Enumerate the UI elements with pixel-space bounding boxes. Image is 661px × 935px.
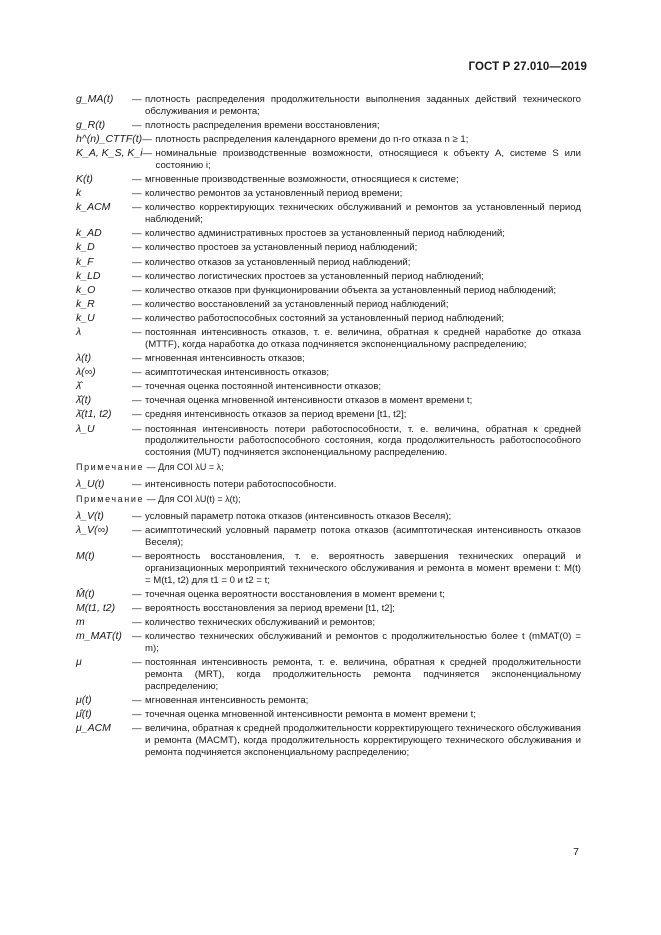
definition-text: асимптотический условный параметр потока отказов (асимптотическая интенсивность отказов Веселя); [145,525,581,548]
definition-row [76,525,581,549]
note-2 [76,494,581,506]
definition-dash: — [132,381,142,393]
definition-row [76,285,581,297]
definition-row [76,511,581,523]
definition-row [76,479,581,491]
definition-symbol: λ_V(∞) [76,524,109,537]
definition-row [76,228,581,240]
definition-text: средняя интенсивность отказов за период времени [t1, t2]; [145,409,407,421]
definition-symbol: M̂(t) [76,587,95,600]
definition-text: количество отказов за установленный период наблюдений; [145,256,411,268]
definition-row [76,424,581,460]
definition-symbol: K(t) [76,173,93,186]
definition-dash: — [132,174,142,186]
definition-dash: — [132,94,142,105]
definition-dash: — [132,312,142,324]
definition-text: количество технических обслуживаний и ремонтов с продолжительностью более t (mMAT(0) = m); [145,631,581,655]
definition-text: мгновенная интенсивность ремонта; [145,695,309,707]
definition-dash: — [132,423,142,435]
definition-dash: — [132,120,142,131]
definition-text: точечная оценка мгновенной интенсивности ремонта в момент времени t; [145,709,476,721]
definition-symbol: k [76,187,82,200]
definition-row [76,327,581,351]
standard-header: ГОСТ Р 27.010—2019 [468,61,587,73]
definition-row [76,551,581,587]
definitions-group-2 [76,479,581,491]
definition-row [76,148,581,172]
definition-text: номинальные производственные возможности, относящиеся к объекту A, системе S или состоянию i; [155,148,581,172]
definition-symbol: k_AD [76,227,102,240]
definition-symbol: μ(t) [76,694,92,707]
definition-row [76,299,581,311]
note-text: — Для COI λU(t) = λ(t); [146,494,241,505]
definition-row [76,174,581,186]
definition-dash: — [132,723,142,735]
definition-symbol: k_LD [76,269,101,282]
definition-symbol: λ(∞) [76,366,96,379]
definition-dash: — [132,551,142,563]
definition-row [76,709,581,721]
definition-symbol: λ_U [76,422,95,435]
definition-dash: — [142,134,152,146]
definition-row [76,94,581,118]
definition-symbol: k_ACM [76,201,111,214]
definition-row [76,381,581,393]
definitions-list [76,94,581,761]
definition-symbol: μ [76,656,82,669]
definition-text: количество административных простоев за установленный период наблюдений; [145,228,505,240]
definition-dash: — [132,525,142,537]
definition-text: количество технических обслуживаний и ремонтов; [145,617,376,629]
definition-symbol: k_D [76,241,95,254]
definition-symbol: K_A, K_S, K_i [76,147,143,160]
definition-row [76,395,581,407]
definition-text: плотность распределения времени восстановления; [145,120,380,131]
definition-dash: — [142,148,153,160]
definition-text: асимптотическая интенсивность отказов; [145,367,330,379]
definition-dash: — [132,709,142,721]
definitions-group-3 [76,511,581,759]
definition-text: количество логистических простоев за установленный период наблюдений; [145,270,484,282]
definition-text: мгновенная интенсивность отказов; [145,353,305,365]
definition-row [76,188,581,200]
definition-dash: — [132,270,142,282]
definition-text: мгновенные производственные возможности, относящиеся к системе; [145,174,459,186]
definition-text: точечная оценка вероятности восстановления в момент времени t; [145,588,445,600]
definition-dash: — [132,395,142,407]
definition-dash: — [132,353,142,365]
definition-dash: — [132,298,142,310]
definition-symbol: g_MA(t) [76,93,114,105]
definition-text: вероятность восстановления, т. е. вероятность завершения технических операций и организационных мероприятий технического обслуживания и ремонта в момент времени t: M(t) = M(t1, t2) для t1 = 0 и t2 = t; [145,551,581,586]
definition-symbol: g_R(t) [76,119,106,131]
definition-symbol: k_O [76,283,96,296]
definition-row [76,657,581,693]
definition-symbol: h^(n)_CTTF(t) [76,133,143,146]
definition-symbol: μ̂(t) [76,708,92,721]
definition-symbol: k_R [76,297,95,310]
definition-dash: — [132,242,142,254]
definition-symbol: M(t) [76,550,95,563]
definition-symbol: m [76,616,85,629]
definition-dash: — [132,657,142,669]
definition-row [76,695,581,707]
definition-text: точечная оценка постоянной интенсивности отказов; [145,381,382,393]
definition-row [76,353,581,365]
definition-dash: — [132,409,142,421]
definition-text: постоянная интенсивность потери работоспособности, т. е. величина, обратная к средней продолжительности работоспособного состояния, когда продолжительность работоспособного состояния (MUT) подчиняется экспоненциальному распределению. [145,423,581,459]
definition-text: постоянная интенсивность отказов, т. е. величина, обратная к средней наработке до отказа (MTTF), когда наработка до отказа подчиняется экспоненциальному распределению; [145,327,581,350]
definition-text: плотность распределения продолжительности выполнения заданных действий технического обслуживания и ремонта; [145,94,581,117]
definition-text: плотность распределения календарного времени до n-го отказа n ≥ 1; [155,134,469,146]
note-text: — Для COI λU = λ; [146,462,224,473]
definition-dash: — [132,617,142,629]
definition-text: постоянная интенсивность ремонта, т. е. величина, обратная к средней продолжительности ремонта (MRT), когда продолжительность ремонта подчиняется экспоненциальному распределению; [145,657,581,693]
definition-dash: — [132,367,142,379]
definition-dash: — [132,695,142,707]
definition-dash: — [132,188,142,200]
definition-symbol: m_MAT(t) [76,630,122,643]
definition-row [76,134,581,146]
definition-symbol: λ_U(t) [76,478,105,491]
page-number: 7 [573,846,579,858]
definition-symbol: λ_V(t) [76,509,104,522]
definition-symbol: k_U [76,311,95,324]
definition-text: условный параметр потока отказов (интенсивность отказов Веселя); [145,510,452,522]
definition-dash: — [132,256,142,268]
note-1 [76,462,581,474]
definition-symbol: λ [76,326,82,339]
definition-row [76,589,581,601]
definition-text: количество восстановлений за установленный период наблюдений; [145,298,449,310]
note-label: Примечание [76,462,145,473]
definition-symbol: λ̂ [76,380,82,393]
definition-row [76,257,581,269]
definition-text: количество работоспособных состояний за установленный период наблюдений; [145,312,505,324]
definition-row [76,120,581,132]
definition-dash: — [132,202,142,214]
definition-text: количество корректирующих технических обслуживаний и ремонтов за установленный период наблюдений; [145,202,581,226]
definition-symbol: λ̂(t) [76,394,92,407]
definition-row [76,242,581,254]
definition-row [76,631,581,655]
definition-text: вероятность восстановления за период времени [t1, t2]; [145,603,395,615]
definition-symbol: λ̄(t1, t2) [76,408,112,421]
definition-dash: — [132,510,142,522]
note-label: Примечание [76,494,145,505]
definition-dash: — [132,479,142,491]
definition-row [76,271,581,283]
definitions-group-1 [76,94,581,459]
definition-dash: — [132,631,142,643]
definition-dash: — [132,603,142,615]
definition-row [76,723,581,759]
definition-row [76,603,581,615]
definition-symbol: μ_ACM [76,722,111,735]
definition-text: величина, обратная к средней продолжительности корректирующего технического обслуживания и ремонта (MACMT), когда продолжительность корректирующего технического обслуживания и ремонта подчиняется экспоненциальному распределению; [145,723,581,759]
definition-text: количество простоев за установленный период наблюдений; [145,242,418,254]
definition-row [76,617,581,629]
definition-row [76,409,581,421]
definition-symbol: k_F [76,255,94,268]
definition-dash: — [132,588,142,600]
definition-text: количество отказов при функционировании объекта за установленный период наблюдений; [145,284,557,296]
definition-text: количество ремонтов за установленный период времени; [145,188,403,200]
definition-dash: — [132,327,142,339]
definition-text: интенсивность потери работоспособности. [145,479,337,491]
definition-dash: — [132,228,142,240]
definition-text: точечная оценка мгновенной интенсивности отказов в момент времени t; [145,395,473,407]
definition-row [76,367,581,379]
definition-dash: — [132,284,142,296]
definition-symbol: λ(t) [76,352,92,365]
definition-row [76,313,581,325]
definition-row [76,202,581,226]
definition-symbol: M(t1, t2) [76,602,116,615]
